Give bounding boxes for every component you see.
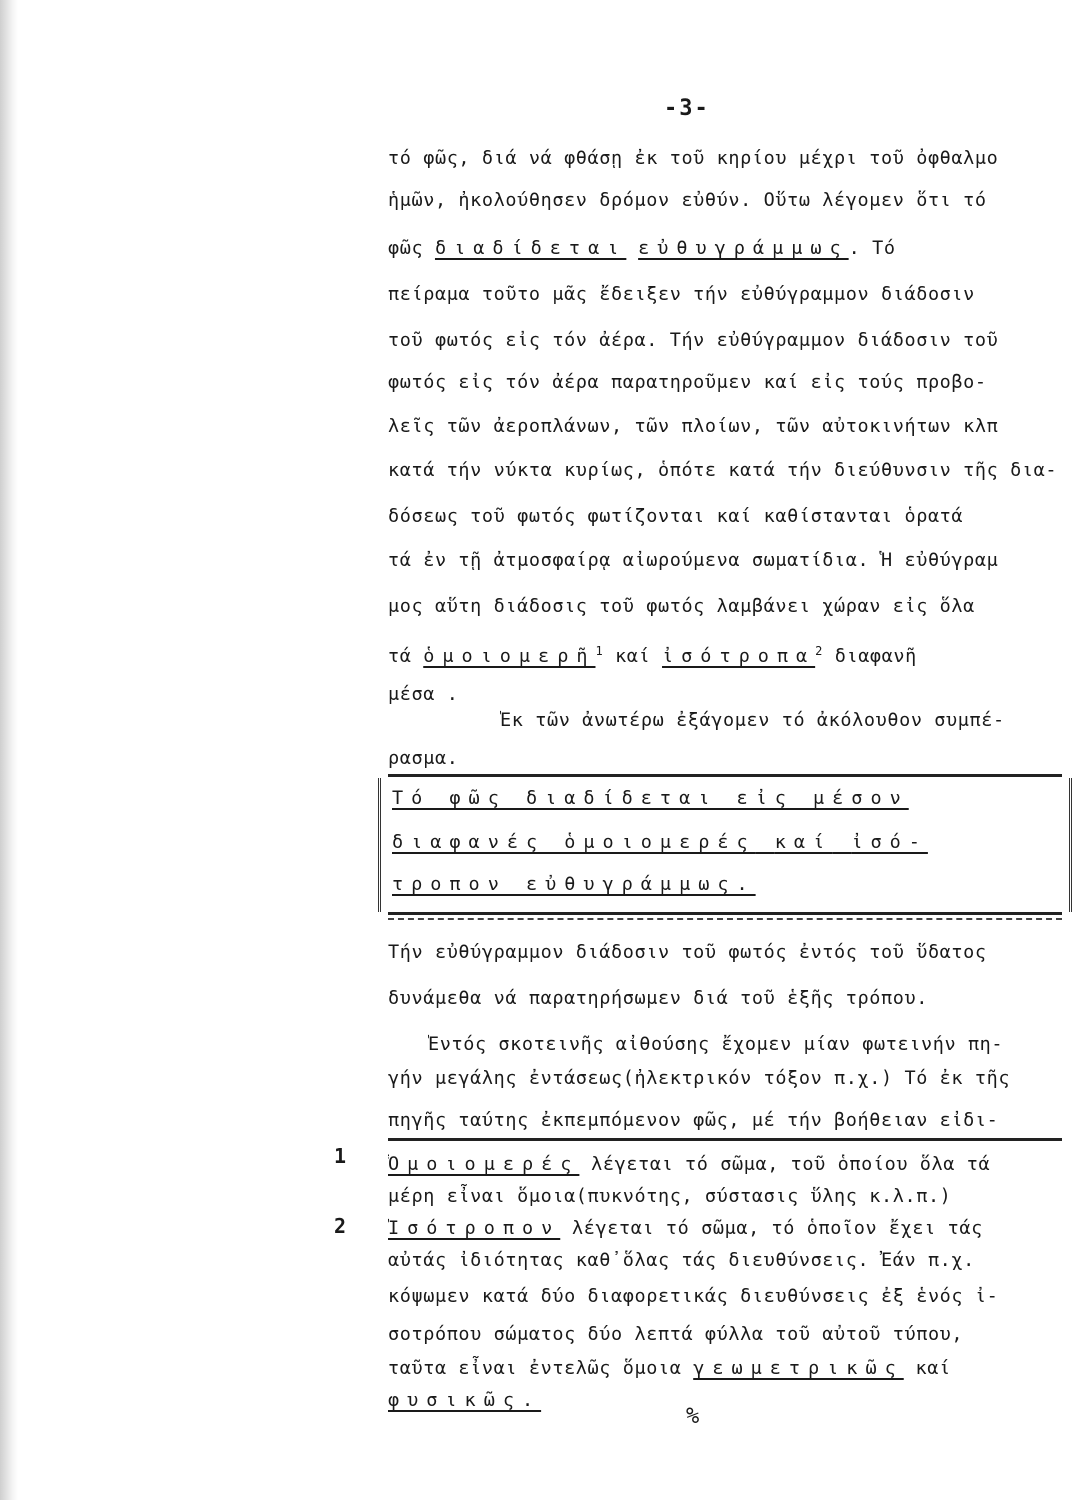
text-line: δυνάμεθα νά παρατηρήσωμεν διά τοῦ ἑξῆς τρόπου. (388, 988, 928, 1009)
conclusion-line: Τό φῶς διαδίδεται εἰς μέσον (392, 788, 909, 809)
text-line: ρασμα. (388, 748, 459, 769)
text-fragment: καί (615, 646, 651, 668)
text-line: δόσεως τοῦ φωτός φωτίζονται καί καθίστανται ὁρατά (388, 506, 964, 527)
conclusion-fragment: ἰσό- (851, 832, 928, 853)
text-fragment: καί (915, 1358, 951, 1379)
box-bottom-rule-double (388, 918, 1062, 920)
text-fragment: ταῦτα εἶναι ἐντελῶς ὅμοια (388, 1358, 682, 1379)
emphasized-term: φυσικῶς. (388, 1390, 542, 1411)
footnote-line (388, 1216, 1060, 1242)
conclusion-fragment: διαφανές ὁμοιομερές (392, 832, 756, 853)
footnote-line: κόψωμεν κατά δύο διαφορετικάς διευθύνσεις ἐξ ἑνός ἰ- (388, 1286, 999, 1307)
text-line: ἡμῶν, ἠκολούθησεν δρόμον εὐθύν. Οὕτω λέγομεν ὅτι τό (388, 190, 987, 211)
conclusion-line (392, 830, 1060, 856)
footnote-ref: 1 (595, 644, 604, 658)
emphasized-term: ἰσότροπα (662, 646, 816, 668)
emphasized-term: Ὁμοιομερές (388, 1154, 580, 1175)
footnote-line (388, 1356, 1060, 1382)
binding-edge-shadow (0, 0, 18, 1500)
text-fragment: τά (388, 646, 412, 668)
text-fragment: λέγεται τό σῶμα, τοῦ ὁποίου ὅλα τά (591, 1154, 991, 1175)
text-line: τά ἐν τῇ ἀτμοσφαίρᾳ αἰωρούμενα σωματίδια. Ἡ εὐθύγραμ (388, 550, 999, 571)
footnote-number: 2 (334, 1214, 347, 1238)
text-line: μος αὕτη διάδοσις τοῦ φωτός λαμβάνει χώραν εἰς ὅλα (388, 596, 975, 617)
text-fragment: . Τό (848, 238, 896, 259)
footnote-separator (388, 1138, 1062, 1141)
footnote-ref: 2 (815, 644, 823, 658)
footer-mark: % (686, 1404, 700, 1429)
page-number: -3- (664, 96, 710, 121)
text-line: Ἐκ τῶν ἀνωτέρω ἐξάγομεν τό ἀκόλουθον συμπέ- (500, 710, 1005, 731)
footnote-number: 1 (334, 1144, 347, 1168)
emphasized-term: γεωμετρικῶς (693, 1358, 904, 1379)
text-line: τοῦ φωτός εἰς τόν ἀέρα. Τήν εὐθύγραμμον διάδοσιν τοῦ (388, 330, 999, 351)
text-line: πηγῆς ταύτης ἐκπεμπόμενον φῶς, μέ τήν βοήθειαν εἰδι- (388, 1110, 999, 1131)
text-line: μέσα . (388, 684, 459, 705)
emphasized-term: ὁμοιομερῆ (423, 646, 596, 668)
text-line: φωτός εἰς τόν ἀέρα παρατηροῦμεν καί εἰς τούς προβο- (388, 372, 987, 393)
text-line: Τήν εὐθύγραμμον διάδοσιν τοῦ φωτός ἐντός τοῦ ὕδατος (388, 942, 987, 963)
text-line (388, 638, 1060, 670)
box-bottom-rule (388, 912, 1062, 915)
footnote-line: μέρη εἶναι ὅμοια(πυκνότης, σύστασις ὕλης κ.λ.π.) (388, 1186, 952, 1207)
emphasized-term: Ἰσότροπον (388, 1218, 561, 1239)
text-line: κατά τήν νύκτα κυρίως, ὁπότε κατά τήν διεύθυνσιν τῆς δια- (388, 460, 1058, 481)
conclusion-fragment: καί (774, 832, 833, 853)
text-fragment: λέγεται τό σῶμα, τό ὁποῖον ἔχει τάς (572, 1218, 983, 1239)
box-top-rule (388, 774, 1062, 777)
text-line: γήν μεγάλης ἐντάσεως(ἠλεκτρικόν τόξον π.χ.) Τό ἐκ τῆς (388, 1068, 1011, 1089)
footnote-line (388, 1388, 1060, 1414)
text-line: τό φῶς, διά νά φθάσῃ ἐκ τοῦ κηρίου μέχρι τοῦ ὀφθαλμο (388, 148, 999, 169)
text-line (388, 236, 1060, 262)
emphasized-term: εὐθυγράμμως (638, 238, 849, 259)
emphasized-term: διαδίδεται (434, 238, 627, 259)
text-line: λεῖς τῶν ἀεροπλάνων, τῶν πλοίων, τῶν αὐτοκινήτων κλπ (388, 416, 999, 437)
conclusion-line: τροπον εὐθυγράμμως. (392, 874, 756, 895)
footnote-line (388, 1152, 1060, 1178)
text-line: πείραμα τοῦτο μᾶς ἔδειξεν τήν εὐθύγραμμον διάδοσιν (388, 284, 975, 305)
footnote-line: σοτρόπου σώματος δύο λεπτά φύλλα τοῦ αὐτοῦ τύπου, (388, 1324, 964, 1345)
text-fragment: φῶς (388, 238, 424, 259)
footnote-line: αὐτάς ἰδιότητας καθ᾽ὅλας τάς διευθύνσεις. Ἐάν π.χ. (388, 1250, 975, 1271)
text-fragment: διαφανῆ (834, 646, 917, 668)
text-line: Ἐντός σκοτεινῆς αἰθούσης ἔχομεν μίαν φωτεινήν πη- (428, 1034, 1004, 1055)
